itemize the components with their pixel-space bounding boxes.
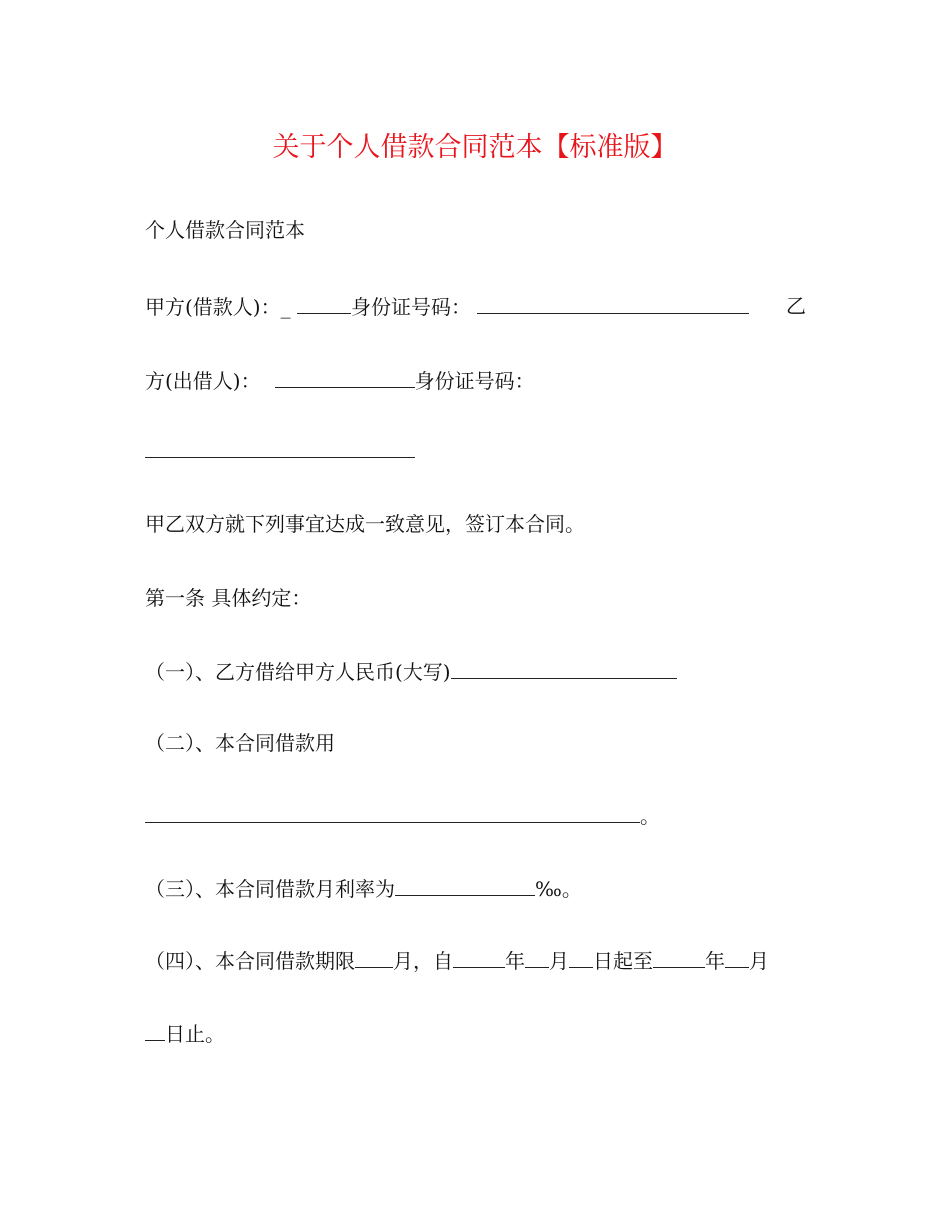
party-a-prefix-mark: _ [280,295,291,319]
term-months-blank[interactable] [355,945,393,968]
interest-rate-blank[interactable] [395,873,535,896]
start-day-unit: 日起至 [593,949,653,973]
end-month-unit: 月 [749,949,769,973]
party-a-id-blank[interactable] [477,291,749,314]
end-day-unit: 日止。 [165,1022,225,1046]
item-2-text: （二）、本合同借款用 [145,731,335,755]
article-1-heading: 第一条 具体约定： [145,586,312,610]
party-a-id-label: 身份证号码： [350,295,471,319]
purpose-end: 。 [640,804,660,828]
party-a-name-blank[interactable] [297,291,351,314]
purpose-blank[interactable] [145,800,640,823]
party-a-label: 甲方(借款人)： [145,295,281,319]
party-a-line [145,291,749,322]
item-1 [145,656,677,687]
party-b-line [145,365,535,396]
start-month-blank[interactable] [525,945,549,968]
start-day-blank[interactable] [569,945,593,968]
party-b-id-blank[interactable] [145,435,415,458]
party-b-label: 方(出借人)： [145,369,261,393]
item-4-end [145,1018,225,1049]
purpose-line [145,800,660,831]
term-month-unit: 月，自 [393,949,453,973]
item-3 [145,873,582,904]
document-subtitle: 个人借款合同范本 [145,218,305,242]
end-month-blank[interactable] [725,945,749,968]
agreement-text: 甲乙双方就下列事宜达成一致意见，签订本合同。 [145,512,585,536]
party-b-id-label: 身份证号码： [414,369,535,393]
start-month-unit: 月 [549,949,569,973]
item-4-prefix: （四）、本合同借款期限 [145,949,355,973]
start-year-blank[interactable] [453,945,505,968]
end-year-unit: 年 [705,949,725,973]
amount-blank[interactable] [451,656,677,679]
end-day-blank[interactable] [145,1018,165,1041]
item-1-text: （一）、乙方借给甲方人民币(大写) [145,660,451,684]
document-title: 关于个人借款合同范本【标准版】 [272,132,678,163]
item-4 [145,945,769,976]
party-b-id-line [145,435,415,466]
end-year-blank[interactable] [653,945,705,968]
item-2 [145,728,335,758]
party-b-label-start: 乙 [786,294,806,318]
item-3-text: （三）、本合同借款月利率为 [145,877,395,901]
start-year-unit: 年 [505,949,525,973]
interest-rate-unit: ‰。 [535,877,582,901]
party-b-name-blank[interactable] [275,365,415,388]
